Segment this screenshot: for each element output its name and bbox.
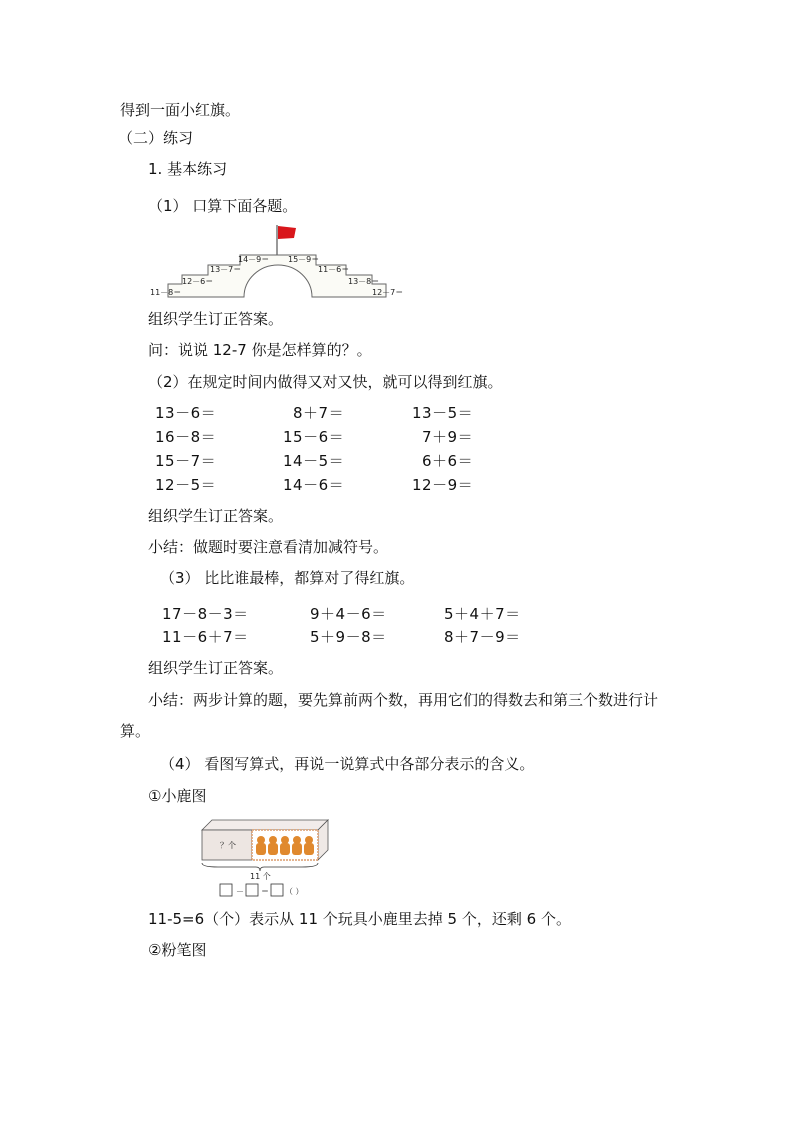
bridge-label: 13－7＝ [210,265,242,274]
deer-figure [198,818,332,902]
equation: 17－8－3＝ [162,605,249,623]
bridge-body [168,255,386,297]
unit-paren: （ ） [285,887,304,896]
bridge-figure [148,222,410,302]
equation: 6＋6＝ [422,452,474,470]
exercise-title: （2）在规定时间内做得又对又快，就可以得到红旗。 [148,373,503,391]
bridge-label: 13－8＝ [348,277,380,286]
text-line: 组织学生订正答案。 [148,310,284,328]
blank-box [271,884,283,896]
brace [202,863,318,871]
toy-deer-icon [280,836,290,855]
bridge-label: 14－9＝ [238,255,270,264]
equation: 12－5＝ [155,476,217,494]
toy-deer-icon [304,836,314,855]
equation: 13－5＝ [412,404,474,422]
text-line: 11-5=6（个）表示从 11 个玩具小鹿里去掉 5 个，还剩 6 个。 [148,910,571,928]
toy-deer-icon [268,836,278,855]
equation: 14－5＝ [283,452,345,470]
exercise-title: （4） 看图写算式，再说一说算式中各部分表示的含义。 [160,755,535,773]
text-line: 组织学生订正答案。 [148,507,284,525]
bridge-label: 11－8＝ [150,288,182,297]
figure-caption: ①小鹿图 [148,787,207,805]
equation: 8＋7＝ [293,404,345,422]
equation: 9＋4－6＝ [310,605,387,623]
equation: 12－9＝ [412,476,474,494]
summary-line: 小结：做题时要注意看清加减符号。 [148,538,389,556]
blank-box [246,884,258,896]
equation: 11－6＋7＝ [162,628,249,646]
bridge-label: 12－6＝ [182,277,214,286]
text-line: 组织学生订正答案。 [148,659,284,677]
equation: 16－8＝ [155,428,217,446]
equation: 7＋9＝ [422,428,474,446]
subsection-heading: 1. 基本练习 [148,160,228,178]
bridge-label: 11－6＝ [318,265,350,274]
question-line: 问：说说 12-7 你是怎样算的？。 [148,341,372,359]
bridge-label: 12－7＝ [372,288,404,297]
section-heading: （二）练习 [118,129,194,147]
blank-box [220,884,232,896]
summary-line-continued: 算。 [120,722,151,740]
equation: 15－7＝ [155,452,217,470]
equation: 5＋4＋7＝ [444,605,521,623]
toy-deer-icon [292,836,302,855]
figure-caption: ②粉笔图 [148,941,207,959]
equation: 8＋7－9＝ [444,628,521,646]
total-label: 11 个 [250,872,271,881]
exercise-title: （3） 比比谁最棒，都算对了得红旗。 [160,569,415,587]
bridge-label: 15－9＝ [288,255,320,264]
equation: 13－6＝ [155,404,217,422]
summary-line: 小结：两步计算的题，要先算前两个数，再用它们的得数去和第三个数进行计 [148,691,659,709]
toy-deer-icon [256,836,266,855]
exercise-title: （1） 口算下面各题。 [148,197,298,215]
equation: 15－6＝ [283,428,345,446]
text-line: 得到一面小红旗。 [120,101,241,119]
equals-sign: ＝ [261,887,269,896]
toy-deer-icons [256,836,314,855]
minus-sign: － [236,887,244,896]
unknown-label: ？个 [220,841,236,850]
red-flag-icon [278,226,296,239]
equation: 14－6＝ [283,476,345,494]
box-top [202,820,328,830]
equation: 5＋9－8＝ [310,628,387,646]
